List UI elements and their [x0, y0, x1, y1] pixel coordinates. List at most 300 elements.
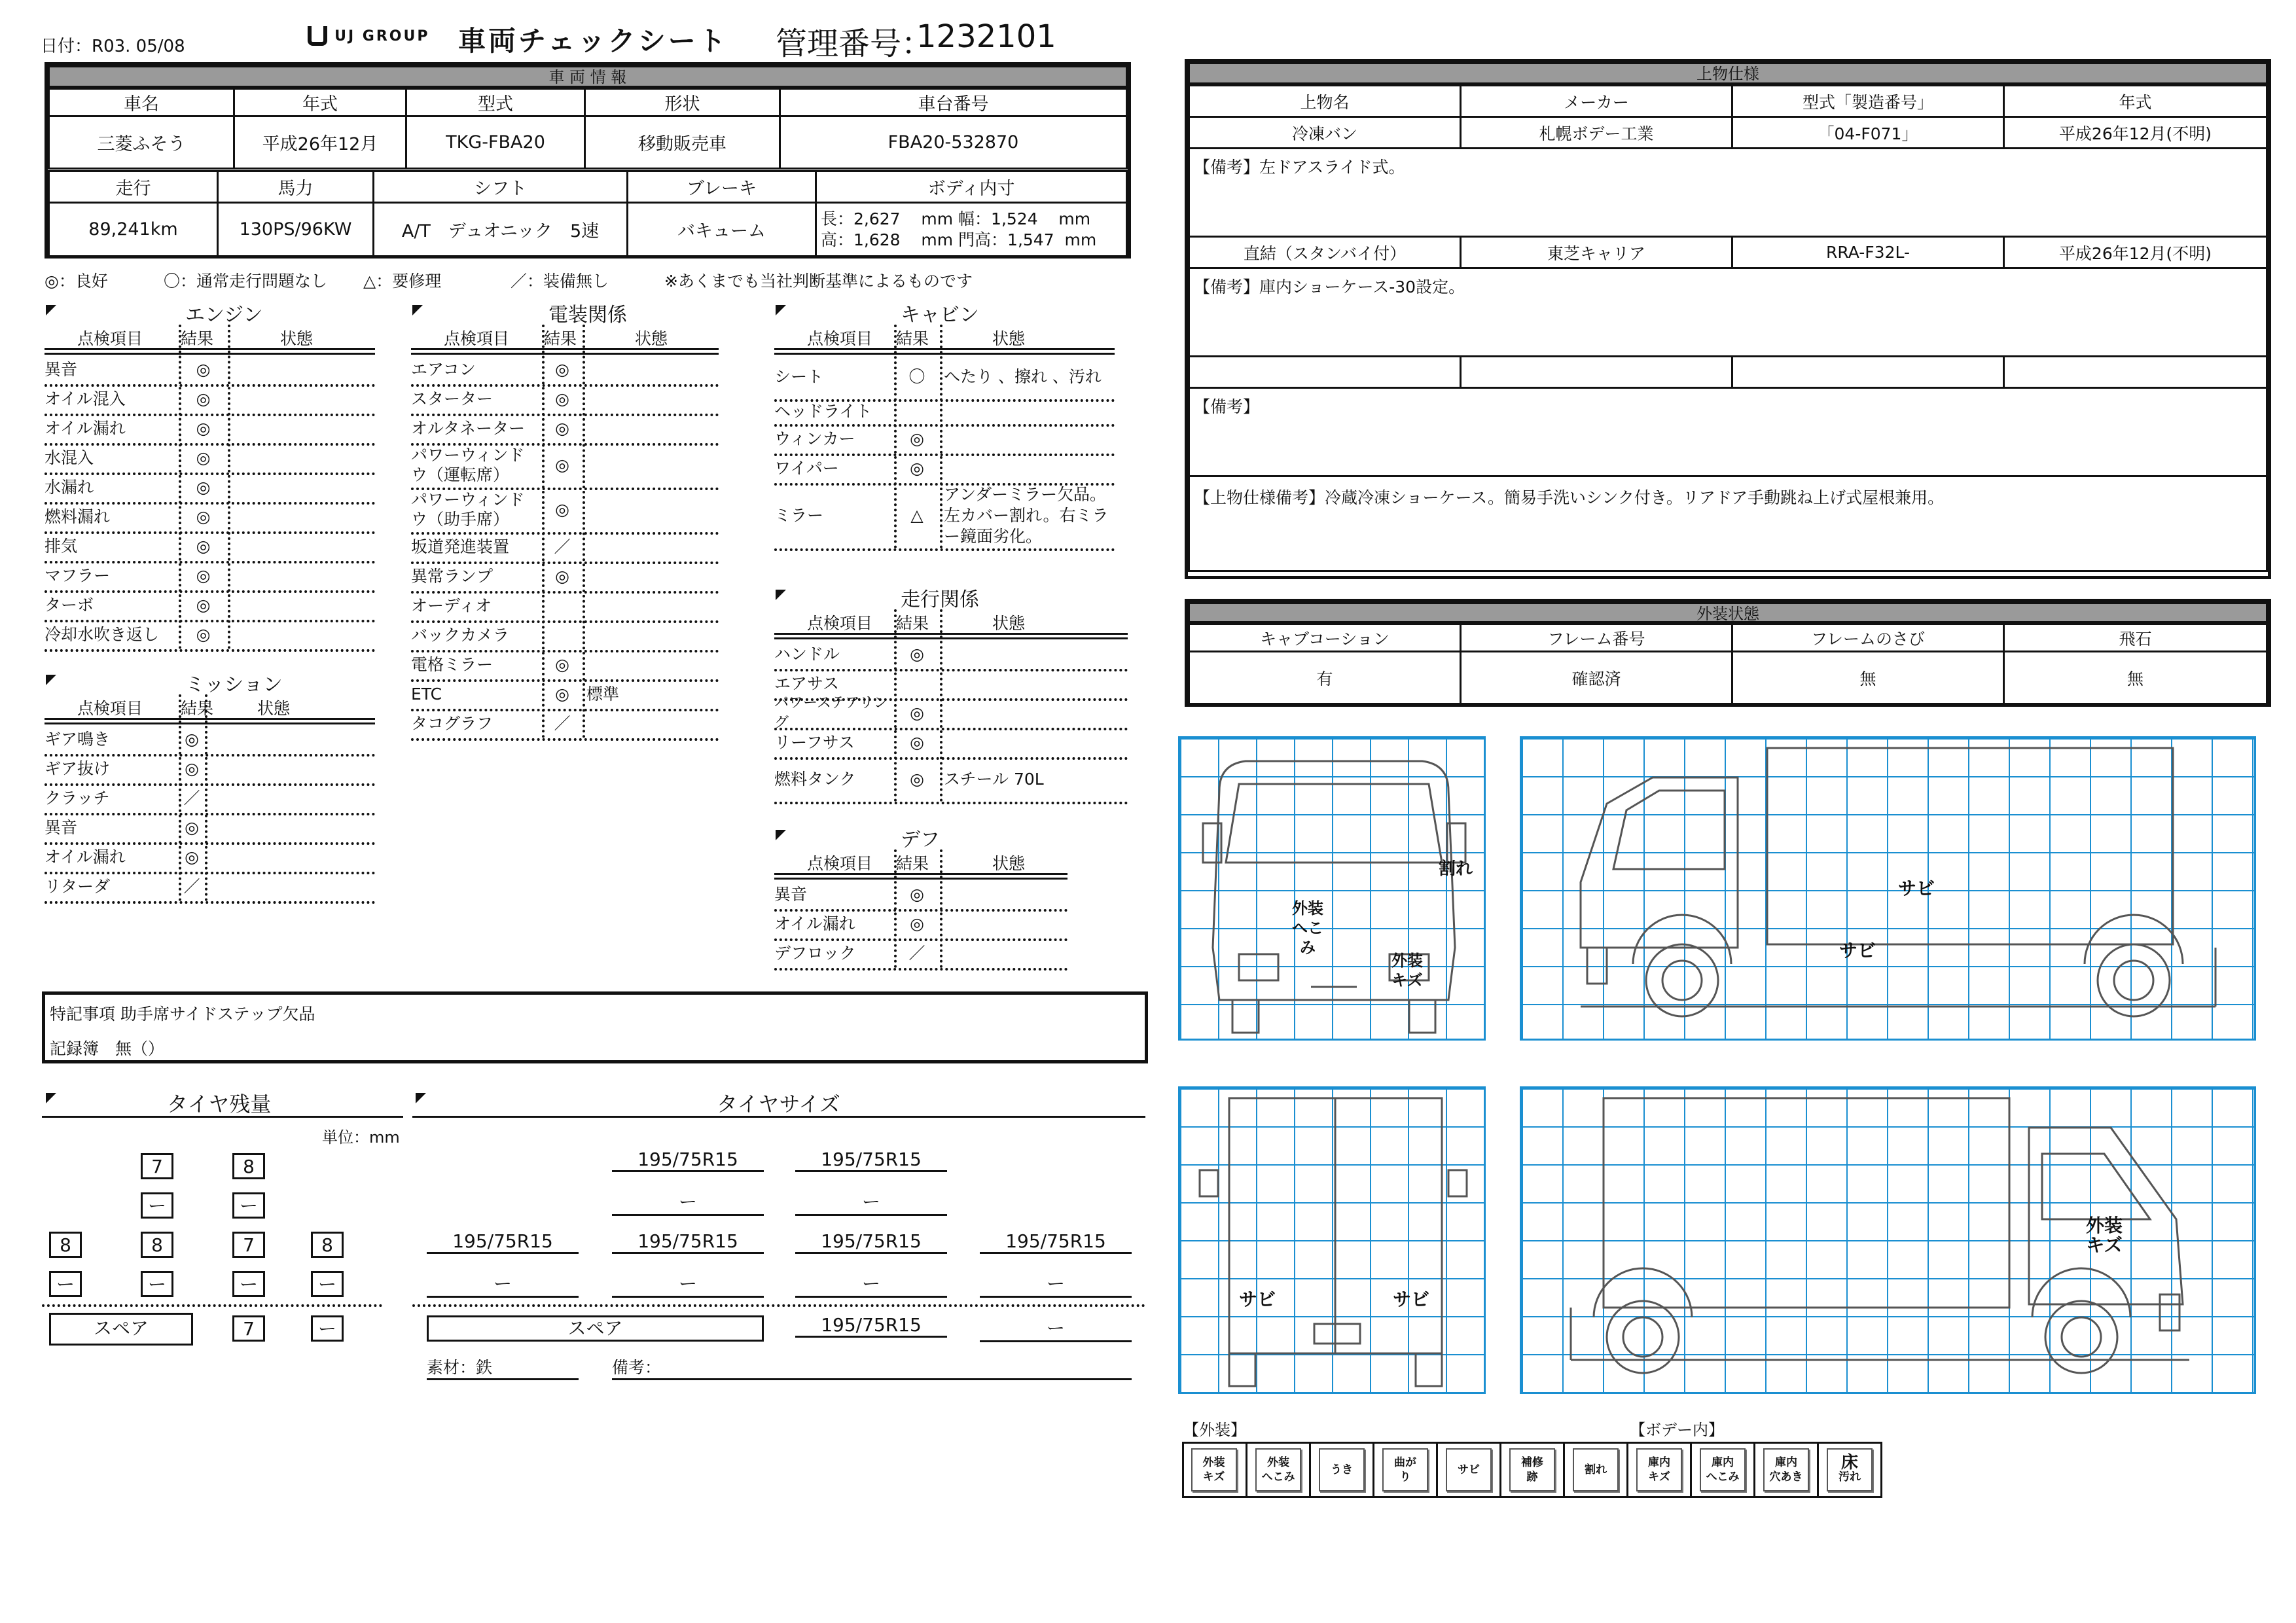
check-item-result: ◎ [910, 645, 924, 664]
col-header-item: 点検項目 [807, 614, 873, 633]
hdr-brake: ブレーキ [628, 171, 816, 203]
check-item-label: クラッチ [45, 788, 110, 808]
col-header-result: 結果 [181, 699, 214, 718]
check-item-label: ヘッドライト [774, 402, 872, 421]
tsize-rear-1: 195/75R15 [427, 1230, 579, 1254]
check-item-result: △ [910, 506, 924, 525]
check-item-state [232, 414, 372, 443]
check-item-label: バックカメラ [411, 625, 510, 645]
us-r3-name [1189, 357, 1461, 388]
legend-mark-label: 曲が り [1382, 1448, 1428, 1491]
us-r3-year [2004, 357, 2267, 388]
check-item-state: アンダーミラー欠品。左カバー割れ。右ミラー鏡面劣化。 [944, 485, 1109, 546]
check-item-result: ◎ [185, 730, 199, 749]
tire-rear-1-sub: ー [49, 1271, 82, 1297]
check-row [45, 620, 375, 652]
check-item-state [586, 384, 716, 414]
check-item-state [944, 424, 1112, 454]
tire-front-right: 8 [232, 1153, 265, 1179]
col-header-result: 結果 [896, 614, 929, 633]
check-item-label: 燃料タンク [774, 770, 856, 789]
check-item-label: オーディオ [411, 596, 492, 615]
check-item-result [894, 399, 940, 424]
us-note3: 【備考】 [1189, 388, 2267, 476]
check-item-label: マフラー [45, 565, 111, 585]
mark-side-rust-1: サビ [1898, 878, 1935, 899]
check-item-result: ◎ [910, 885, 924, 904]
check-item-result: ◎ [185, 759, 199, 778]
check-row [774, 483, 1115, 551]
legend-mark-label: 外装 へこみ [1255, 1448, 1301, 1491]
check-item-label: ミラー [774, 506, 824, 525]
check-item-result: ◎ [910, 770, 924, 789]
check-item-result: ／ [554, 714, 571, 733]
diagram-front [1178, 736, 1486, 1041]
hdr-model: 型式 [406, 89, 585, 116]
check-item-state [586, 443, 716, 488]
legend-mark-label: 床 汚れ [1827, 1448, 1873, 1491]
check-item-state [944, 880, 1065, 909]
header-rule [774, 633, 1128, 639]
check-item-state [944, 454, 1112, 483]
column-separator [179, 325, 181, 649]
tire-rear-2: 8 [141, 1232, 173, 1258]
ex-val-frame-rust: 無 [1732, 652, 2004, 704]
check-row [774, 909, 1067, 941]
mark-rear-rust-left: サビ [1239, 1289, 1276, 1310]
col-header-item: 点検項目 [77, 699, 143, 718]
us-r1-year: 平成26年12月(不明) [2004, 117, 2267, 149]
check-item-result: ◎ [910, 429, 924, 448]
col-header-state: 状態 [992, 854, 1026, 873]
col-header-item: 点検項目 [807, 329, 873, 348]
check-row [774, 694, 1128, 731]
us-r2-maker: 東芝キャリア [1461, 237, 1732, 268]
us-note1: 【備考】左ドアスライド式。 [1189, 149, 2267, 237]
check-row [411, 562, 719, 594]
tire-rear-4: 8 [311, 1232, 344, 1258]
column-separator [179, 694, 181, 901]
tsize-rear-4: 195/75R15 [980, 1230, 1132, 1254]
check-item-result: ◎ [910, 914, 924, 933]
col-header-item: 点検項目 [444, 329, 510, 348]
check-item-label: 電格ミラー [411, 654, 493, 674]
check-row [45, 561, 375, 593]
legend-mark-5 [1499, 1444, 1563, 1496]
check-row [411, 650, 719, 682]
check-row [774, 639, 1128, 671]
legend-mark-3 [1372, 1444, 1436, 1496]
electrical-title: 電装関係 [548, 304, 627, 327]
check-row [411, 355, 719, 387]
header-rule [45, 348, 375, 355]
check-item-result: ／ [183, 789, 200, 808]
check-item-state [232, 384, 372, 414]
hdr-body-size: ボディ内寸 [816, 171, 1127, 203]
check-item-result: ◎ [555, 389, 569, 408]
check-item-result: ／ [183, 877, 200, 896]
ex-hdr-frame-rust: フレームのさび [1732, 624, 2004, 652]
page-title: 車両チェックシート [458, 25, 728, 57]
body-height: 高：1,628 [821, 230, 901, 249]
legend-normal: 〇：通常走行問題なし [164, 272, 328, 291]
check-item-state: 標準 [586, 684, 620, 704]
column-separator [583, 325, 585, 738]
check-item-label: 異音 [45, 817, 78, 837]
tire-front-left: 7 [141, 1153, 173, 1179]
date: 日付：R03. 05/08 [41, 37, 185, 56]
tire-rear-3: 7 [232, 1232, 265, 1258]
tire-rear-4-sub: ー [311, 1271, 344, 1297]
upper-spec-table [1188, 84, 2268, 572]
check-item-state [586, 591, 716, 620]
legend-none: ／：装備無し [511, 272, 609, 291]
check-item-label: ギア鳴き [45, 729, 111, 749]
check-item-result [542, 591, 583, 620]
col-header-state: 状態 [280, 329, 314, 348]
logo-mark-icon [308, 26, 327, 46]
check-item-result: ◎ [196, 507, 211, 526]
check-item-state [944, 728, 1125, 757]
legend-mark-label: 補修 跡 [1509, 1448, 1555, 1491]
column-separator [205, 694, 207, 901]
legend-mark-label: 庫内 キズ [1636, 1448, 1682, 1491]
ex-val-chip: 無 [2004, 652, 2267, 704]
col-header-item: 点検項目 [77, 329, 143, 348]
check-item-state [586, 355, 716, 384]
legend-mark-label: 庫内 穴あき [1763, 1448, 1809, 1491]
legend-repair: △：要修理 [363, 272, 442, 291]
tire-remaining-marker-icon [46, 1093, 56, 1103]
hdr-car-name: 車名 [49, 89, 234, 116]
val-year: 平成26年12月 [234, 116, 406, 169]
check-row [774, 399, 1115, 427]
check-item-state [586, 414, 716, 443]
upper-spec-header: 上物仕様 [1188, 62, 2268, 84]
check-item-label: スターター [411, 389, 493, 408]
us-r3-maker [1461, 357, 1732, 388]
body-height-unit: mm [921, 230, 954, 249]
val-car-name: 三菱ふそう [49, 116, 234, 169]
check-item-result: ／ [908, 944, 925, 963]
check-item-label: シート [774, 367, 824, 386]
check-item-label: 異音 [774, 884, 808, 904]
check-row [45, 590, 375, 622]
column-separator [940, 325, 942, 548]
hdr-year: 年式 [234, 89, 406, 116]
check-item-state [209, 872, 372, 901]
check-item-result: ◎ [196, 596, 211, 615]
check-item-label: ギア抜け [45, 758, 111, 778]
check-row [411, 384, 719, 416]
truck-side-outline-2 [1522, 1088, 2258, 1396]
check-item-result: 〇 [908, 367, 925, 386]
tsize-spare: 195/75R15 [795, 1314, 947, 1338]
legend-mark-6 [1563, 1444, 1626, 1496]
check-row [774, 880, 1067, 912]
mark-legend-exterior-label: 【外装】 [1183, 1421, 1246, 1439]
check-item-label: 坂道発進装置 [411, 537, 510, 556]
mgmt-label: 管理番号： [776, 26, 933, 62]
tire-spare: 7 [232, 1315, 265, 1342]
check-row [45, 502, 375, 534]
check-item-result: ／ [554, 537, 571, 556]
check-item-state [209, 724, 372, 754]
truck-front-outline [1180, 738, 1488, 1043]
col-header-result: 結果 [181, 329, 214, 348]
check-item-label: リターダ [45, 876, 111, 896]
check-item-state [232, 590, 372, 620]
check-item-label: リーフサス [774, 732, 855, 752]
us-r1-maker: 札幌ボデー工業 [1461, 117, 1732, 149]
check-item-result [542, 620, 583, 650]
tire-front-left-sub: ー [141, 1192, 173, 1219]
check-item-state: スチール 70L [944, 770, 1044, 789]
check-item-state [944, 698, 1125, 728]
check-item-label: 異常ランプ [411, 566, 493, 586]
tsize-front-left: 195/75R15 [612, 1149, 764, 1172]
check-row [45, 724, 375, 757]
column-separator [940, 609, 942, 802]
check-item-label: 水漏れ [45, 477, 94, 497]
check-row [45, 443, 375, 475]
check-item-state [586, 620, 716, 650]
check-item-label: 燃料漏れ [45, 507, 111, 526]
check-item-result: ◎ [196, 448, 211, 467]
check-item-state [209, 813, 372, 842]
val-mileage: 89,241km [49, 203, 218, 257]
check-item-label: エアコン [411, 359, 476, 379]
body-length: 長：2,627 [821, 209, 901, 228]
check-row [45, 872, 375, 904]
check-item-label: 異音 [45, 359, 78, 379]
us-note2: 【備考】庫内ショーケース-30設定。 [1189, 268, 2267, 357]
column-separator [894, 609, 897, 802]
header-rule [45, 718, 375, 724]
check-item-label: オイル漏れ [45, 847, 126, 866]
check-row [411, 488, 719, 535]
hdr-chassis: 車台番号 [780, 89, 1127, 116]
body-width-unit: mm [1058, 209, 1091, 228]
mark-front-crack: 割れ [1439, 859, 1473, 879]
column-separator [894, 325, 897, 548]
vehicle-info-header: 車 両 情 報 [48, 65, 1128, 88]
check-item-state [209, 754, 372, 783]
val-body-size [816, 203, 1127, 257]
column-separator [542, 325, 545, 738]
us-r3-model [1732, 357, 2004, 388]
check-row [45, 531, 375, 563]
check-item-result: ◎ [196, 625, 211, 644]
check-item-result: ◎ [555, 685, 569, 704]
check-row [45, 783, 375, 815]
check-item-state [232, 531, 372, 561]
header-rule [774, 873, 1067, 880]
check-row [411, 443, 719, 490]
check-item-state: へたり 、擦れ 、汚れ [944, 367, 1102, 386]
check-item-result: ◎ [185, 818, 199, 837]
check-item-state [944, 639, 1125, 669]
legend-mark-label: 外装 キズ [1191, 1448, 1237, 1491]
running-title: 走行関係 [901, 588, 979, 611]
diff-marker-icon [776, 830, 786, 840]
ex-hdr-frame-no: フレーム番号 [1461, 624, 1732, 652]
ex-val-caution: 有 [1189, 652, 1461, 704]
truck-side-outline-1 [1522, 738, 2258, 1043]
body-gate-unit: mm [1064, 230, 1097, 249]
check-item-result [894, 669, 940, 698]
legend-mark-4 [1436, 1444, 1499, 1496]
header-rule [774, 348, 1115, 355]
check-item-state [232, 443, 372, 473]
running-marker-icon [776, 590, 786, 600]
col-header-state: 状態 [992, 614, 1026, 633]
tire-remaining-title: タイヤ残量 [167, 1092, 272, 1116]
tire-remarks: 備考： [612, 1355, 1132, 1380]
tsize-front-right-sub: ー [795, 1188, 947, 1216]
tsize-rear-3-sub: ー [795, 1270, 947, 1298]
col-header-result: 結果 [896, 854, 929, 873]
legend-mark-2 [1309, 1444, 1372, 1496]
val-shape: 移動販売車 [585, 116, 780, 169]
check-item-result: ◎ [555, 500, 569, 519]
legend-mark-10 [1817, 1444, 1880, 1496]
cabin-title: キャビン [901, 304, 979, 327]
check-row [774, 938, 1067, 971]
check-row [411, 620, 719, 652]
hdr-shift: シフト [374, 171, 628, 203]
check-item-label: パワーウィンドウ（助手席） [411, 490, 525, 529]
us-hdr-model: 型式「製造番号」 [1732, 86, 2004, 117]
exterior-table [1188, 623, 2268, 705]
us-spec-note: 【上物仕様備考】冷蔵冷凍ショーケース。簡易手洗いシンク付き。リアドア手動跳ね上げ式屋根兼用。 [1189, 476, 2267, 571]
mission-title: ミッション [185, 673, 283, 696]
check-row [774, 728, 1128, 760]
check-item-result: ◎ [910, 704, 924, 722]
check-item-label: ウィンカー [774, 429, 855, 448]
logo-text: UJ GROUP [334, 27, 430, 45]
legend-mark-8 [1690, 1444, 1753, 1496]
tsize-front-right: 195/75R15 [795, 1149, 947, 1172]
tire-remaining-underline [42, 1116, 403, 1118]
legend-mark-7 [1626, 1444, 1690, 1496]
check-row [411, 591, 719, 623]
check-item-state [232, 620, 372, 649]
exterior-header: 外装状態 [1188, 602, 2268, 623]
tsize-rear-2: 195/75R15 [612, 1230, 764, 1254]
hdr-shape: 形状 [585, 89, 780, 116]
col-header-item: 点検項目 [807, 854, 873, 873]
col-header-result: 結果 [896, 329, 929, 348]
diagram-rear [1178, 1086, 1486, 1394]
tire-remaining-divider [42, 1304, 382, 1307]
column-separator [228, 325, 230, 649]
diff-title: デフ [901, 829, 940, 851]
legend-mark-label: 庫内 へこみ [1700, 1448, 1746, 1491]
tire-material: 素材：鉄 [427, 1355, 579, 1380]
check-item-state [944, 938, 1065, 968]
check-item-label: 水混入 [45, 448, 94, 467]
tire-rear-1: 8 [49, 1232, 82, 1258]
legend-mark-9 [1753, 1444, 1817, 1496]
check-item-state [944, 909, 1065, 938]
vehicle-info-row2 [48, 170, 1128, 257]
check-row [411, 679, 719, 711]
legend-mark-label: サビ [1446, 1448, 1492, 1491]
check-item-result: ◎ [196, 360, 211, 379]
hdr-mileage: 走行 [49, 171, 218, 203]
check-item-label: オイル混入 [45, 389, 126, 408]
check-item-label: ワイパー [774, 458, 839, 478]
tire-size-marker-icon [416, 1093, 426, 1103]
check-item-result: ◎ [196, 419, 211, 438]
val-chassis: FBA20-532870 [780, 116, 1127, 169]
check-item-state [209, 842, 372, 872]
val-model: TKG-FBA20 [406, 116, 585, 169]
mark-rear-rust-right: サビ [1393, 1289, 1430, 1310]
column-separator [894, 849, 897, 968]
ex-hdr-chip: 飛石 [2004, 624, 2267, 652]
engine-title: エンジン [185, 304, 263, 327]
logo [308, 26, 430, 52]
mark-front-scratch: 外装キズ [1391, 952, 1423, 990]
col-header-result: 結果 [544, 329, 577, 348]
col-header-state: 状態 [992, 329, 1026, 348]
check-item-label: ETC [411, 684, 442, 704]
legend-good: ◎：良好 [45, 272, 108, 291]
check-item-label: ハンドル [774, 644, 840, 664]
val-power: 130PS/96KW [218, 203, 374, 257]
check-item-state [586, 562, 716, 591]
ex-hdr-caution: キャブコーション [1189, 624, 1461, 652]
us-r1-name: 冷凍バン [1189, 117, 1461, 149]
diagram-side-1 [1520, 736, 2256, 1041]
check-item-label: デフロック [774, 943, 856, 963]
check-item-label: タコグラフ [411, 713, 493, 733]
record-book: 記録簿 無（） [50, 1039, 165, 1058]
tire-spare-label: スペア [49, 1313, 193, 1346]
column-separator [940, 849, 942, 968]
tire-front-right-sub: ー [232, 1192, 265, 1219]
legend-mark-1 [1246, 1444, 1309, 1496]
tsize-spare-label: スペア [427, 1315, 764, 1342]
check-item-state [209, 783, 372, 813]
tire-size-divider [412, 1304, 1145, 1307]
mgmt-number: 1232101 [916, 18, 1056, 55]
check-item-result: ◎ [910, 733, 924, 752]
tire-spare-sub: ー [311, 1315, 344, 1342]
check-row [45, 473, 375, 505]
body-width: 幅：1,524 [958, 209, 1038, 228]
col-header-state: 状態 [257, 699, 291, 718]
check-item-result: ◎ [196, 478, 211, 497]
truck-rear-outline [1180, 1088, 1488, 1396]
tire-rear-3-sub: ー [232, 1271, 265, 1297]
tsize-rear-4-sub: ー [980, 1270, 1132, 1298]
check-item-result: ◎ [185, 847, 199, 866]
engine-marker-icon [46, 305, 56, 315]
check-item-result: ◎ [555, 567, 569, 586]
val-brake: バキューム [628, 203, 816, 257]
check-item-label: パワーウィンドウ（運転席） [411, 446, 525, 484]
check-row [45, 754, 375, 786]
col-header-state: 状態 [635, 329, 668, 348]
check-item-state [944, 399, 1112, 424]
legend-mark-0 [1182, 1444, 1246, 1496]
check-row [45, 414, 375, 446]
check-item-label: オルタネーター [411, 418, 526, 438]
cabin-marker-icon [776, 305, 786, 315]
